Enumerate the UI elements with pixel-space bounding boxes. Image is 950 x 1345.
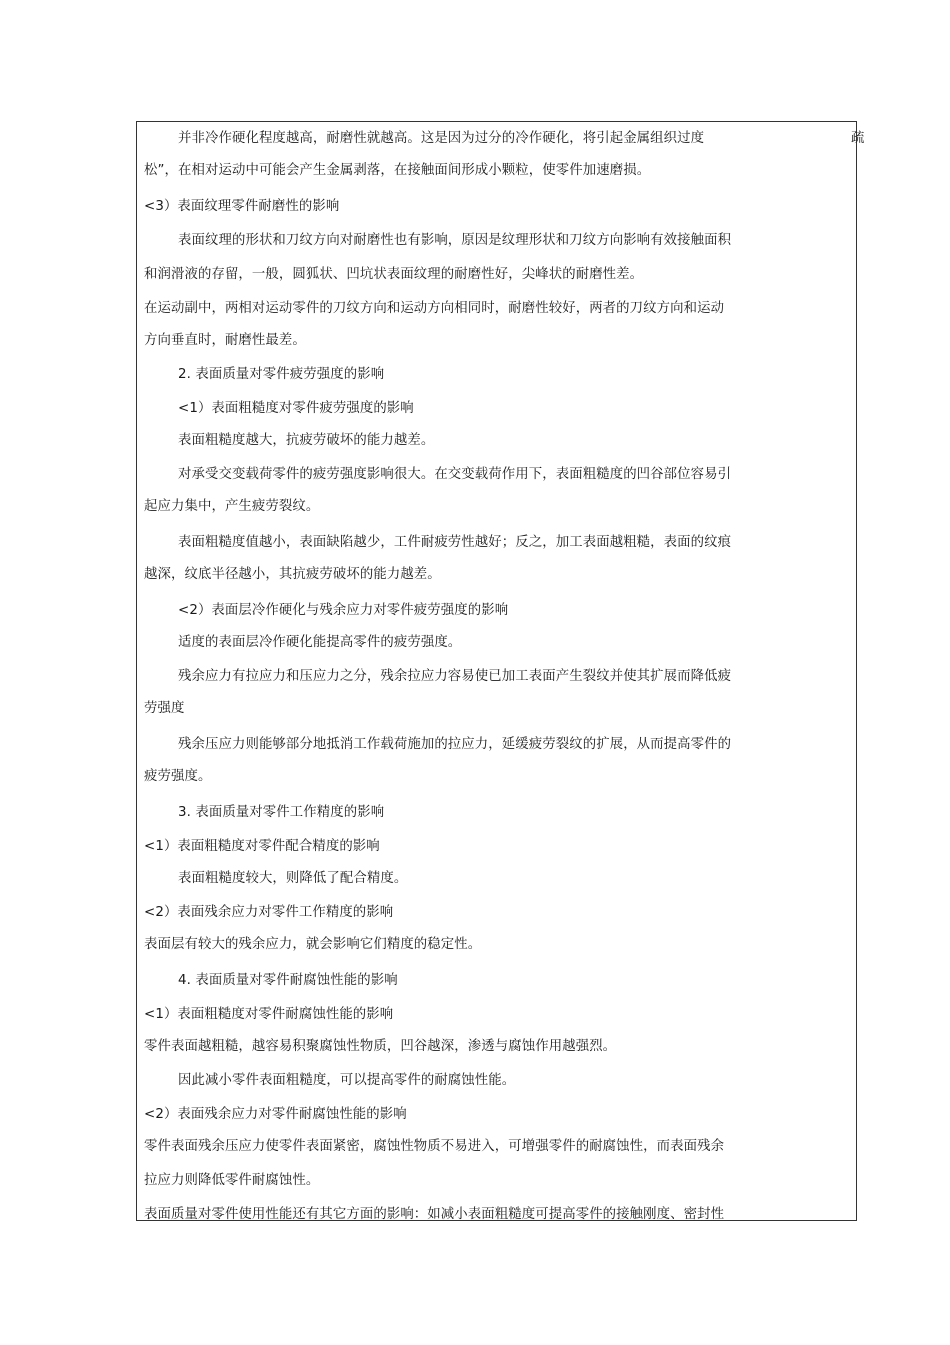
text-line: 劳强度 bbox=[144, 701, 185, 716]
text-line: 因此减小零件表面粗糙度，可以提高零件的耐腐蚀性能。 bbox=[178, 1073, 516, 1088]
text-line: <1）表面粗糙度对零件疲劳强度的影响 bbox=[178, 401, 414, 416]
text-line: <1）表面粗糙度对零件配合精度的影响 bbox=[144, 839, 380, 854]
text-line: 拉应力则降低零件耐腐蚀性。 bbox=[144, 1173, 320, 1188]
text-line: 表面纹理的形状和刀纹方向对耐磨性也有影响，原因是纹理形状和刀纹方向影响有效接触面积 bbox=[178, 233, 732, 248]
text-line: 适度的表面层冷作硬化能提高零件的疲劳强度。 bbox=[178, 635, 462, 650]
text-line: 松”，在相对运动中可能会产生金属剥落，在接触面间形成小颗粒，使零件加速磨损。 bbox=[144, 163, 651, 178]
text-line: 零件表面残余压应力使零件表面紧密，腐蚀性物质不易进入，可增强零件的耐腐蚀性，而表面残余 bbox=[144, 1139, 725, 1154]
overflow-character: 疏 bbox=[851, 131, 865, 146]
text-line: <1）表面粗糙度对零件耐腐蚀性能的影响 bbox=[144, 1007, 394, 1022]
text-line: <2）表面残余应力对零件耐腐蚀性能的影响 bbox=[144, 1107, 407, 1122]
text-line: 在运动副中，两相对运动零件的刀纹方向和运动方向相同时，耐磨性较好，两者的刀纹方向和运动 bbox=[144, 301, 725, 316]
text-line: 残余应力有拉应力和压应力之分，残余拉应力容易使已加工表面产生裂纹并使其扩展而降低疲 bbox=[178, 669, 732, 684]
text-line: 3. 表面质量对零件工作精度的影响 bbox=[178, 805, 385, 820]
text-line: 表面粗糙度越大，抗疲劳破坏的能力越差。 bbox=[178, 433, 435, 448]
text-line: 疲劳强度。 bbox=[144, 769, 212, 784]
text-line: 残余压应力则能够部分地抵消工作载荷施加的拉应力，延缓疲劳裂纹的扩展，从而提高零件的 bbox=[178, 737, 732, 752]
text-line: 起应力集中，产生疲劳裂纹。 bbox=[144, 499, 320, 514]
text-line: 方向垂直时，耐磨性最差。 bbox=[144, 333, 306, 348]
text-line: 表面粗糙度值越小，表面缺陷越少，工件耐疲劳性越好；反之，加工表面越粗糙，表面的纹痕 bbox=[178, 535, 732, 550]
text-line: 和润滑液的存留，一般，圆狐状、凹坑状表面纹理的耐磨性好，尖峰状的耐磨性差。 bbox=[144, 267, 644, 282]
text-line: <3）表面纹理零件耐磨性的影响 bbox=[144, 199, 340, 214]
text-line: 2. 表面质量对零件疲劳强度的影响 bbox=[178, 367, 385, 382]
text-line: 表面质量对零件使用性能还有其它方面的影响：如减小表面粗糙度可提高零件的接触刚度、密封性 bbox=[144, 1207, 725, 1222]
text-line: <2）表面残余应力对零件工作精度的影响 bbox=[144, 905, 394, 920]
text-line: <2）表面层冷作硬化与残余应力对零件疲劳强度的影响 bbox=[178, 603, 509, 618]
text-line: 并非冷作硬化程度越高，耐磨性就越高。这是因为过分的冷作硬化，将引起金属组织过度 bbox=[178, 131, 705, 146]
text-line: 4. 表面质量对零件耐腐蚀性能的影响 bbox=[178, 973, 398, 988]
text-line: 表面层有较大的残余应力，就会影响它们精度的稳定性。 bbox=[144, 937, 482, 952]
text-line: 零件表面越粗糙，越容易积聚腐蚀性物质，凹谷越深，渗透与腐蚀作用越强烈。 bbox=[144, 1039, 617, 1054]
text-line: 对承受交变载荷零件的疲劳强度影响很大。在交变载荷作用下，表面粗糙度的凹谷部位容易引 bbox=[178, 467, 732, 482]
text-line: 越深，纹底半径越小，其抗疲劳破坏的能力越差。 bbox=[144, 567, 441, 582]
text-line: 表面粗糙度较大，则降低了配合精度。 bbox=[178, 871, 408, 886]
